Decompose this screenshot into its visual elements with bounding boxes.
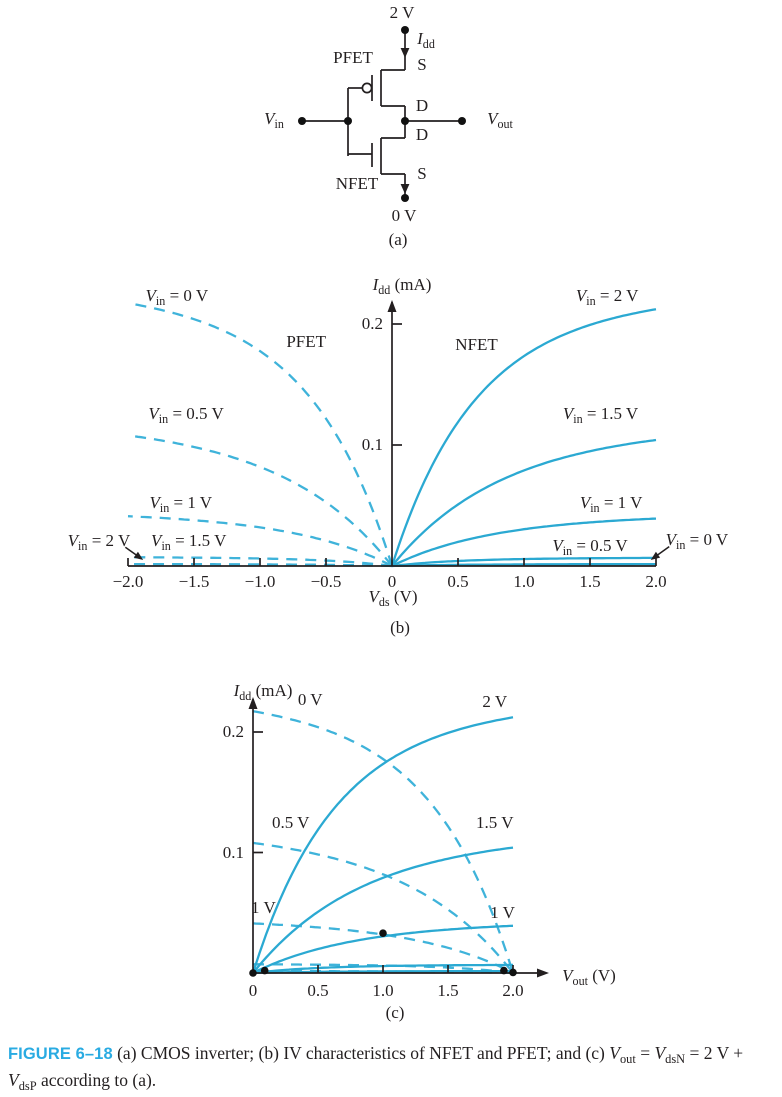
x-tick-label: 0.5 [307,981,329,1000]
curve-label: $V_{in} = 0$ V [665,530,729,552]
curve-label: $V_{in} = 1$ V [149,493,213,516]
panel-a-tag: (a) [388,230,408,250]
vdd-label: 2 V [389,3,415,23]
label-arrowhead [651,552,660,560]
nfet-label: NFET [335,174,379,194]
curve-label: $V_{in} = 0.5$ V [552,536,628,558]
idd-current-arrow [401,48,410,58]
panel-c-tag: (c) [385,1003,405,1023]
operating-point-dot [249,969,257,977]
x-tick-label: 0 [387,572,397,591]
y-axis-arrow [388,300,397,312]
vout-label: $V_{out}$ [487,109,513,131]
y-tick-label: 0.1 [361,435,383,454]
operating-point-dot [261,967,269,975]
x-tick-label: 2.0 [645,572,667,591]
curve-label: $V_{in} = 2$ V [575,286,639,309]
x-tick-label: 0.5 [447,572,469,591]
x-tick-label: −1.0 [244,572,276,591]
x-tick-label: −0.5 [310,572,342,591]
curve-label: 2 V [482,692,508,712]
y-axis-title: $I_{dd}$ (mA) [233,681,293,703]
connection-dots [298,26,466,202]
pfet-label: PFET [333,48,373,68]
y-tick-label: 0.1 [222,842,244,862]
x-tick-label: 1.0 [372,981,394,1000]
x-axis-title: $V_{out}$ (V) [562,966,616,988]
nfet-drain-label: D [415,125,429,145]
curve-pfet-0.5v [253,843,513,973]
curve-label: 1 V [490,903,515,923]
curve-label: $V_{in} = 2$ V [67,531,131,554]
curve-label: 1.5 V [476,813,514,833]
figure-caption [8,1040,774,1094]
device-annotation: NFET [455,334,498,354]
curve-label: $V_{in} = 0.5$ V [148,403,224,426]
pfet-drain-label: D [415,96,429,116]
x-axis-title: $V_{ds}$ (V) [368,587,418,609]
curve-label: 0.5 V [271,813,310,833]
operating-point-dot [379,929,387,937]
y-axis-title: $I_{dd}$ (mA) [372,275,432,297]
x-tick-label: 1.5 [437,981,459,1000]
x-tick-label: 1.0 [513,572,535,591]
x-tick-label: −1.5 [178,572,210,591]
figure-caption-tag: FIGURE 6–18 [8,1045,113,1063]
x-axis-arrow [537,969,549,978]
y-tick-label: 0.2 [361,314,383,333]
panel-c-chart [175,673,655,1033]
x-tick-label: 1.5 [579,572,601,591]
figure-caption-text: (a) CMOS inverter; (b) IV characteristics of NFET and PFET; and (c) $V_{out} = V_{dsN} = 2$ $V + V_{dsP}$ according to (a). [8,1043,744,1094]
vin-label: $V_{in}$ [264,109,284,131]
panel-b-tag: (b) [390,618,410,638]
y-tick-label: 0.2 [222,722,244,741]
x-tick-label: 0 [248,981,258,1000]
panel-b-chart [50,272,740,650]
curve-label: $V_{in} = 1$ V [579,493,643,516]
label-arrowhead [134,552,143,560]
curve-nfet-1.5v [253,848,513,973]
operating-point-dot [500,967,508,975]
curve-label: 1 V [251,898,276,917]
operating-point-dot [509,969,517,977]
x-tick-label: 2.0 [502,981,524,1000]
pfet-source-label: S [417,55,427,75]
nfet-source-label: S [417,164,427,184]
gnd-label: 0 V [391,206,417,226]
curve-nfet-2v [392,309,656,566]
device-annotation: PFET [286,332,327,352]
curve-label: $V_{in} = 1.5$ V [151,531,227,554]
curve-label: $V_{in} = 0$ V [145,286,209,309]
curve-label: 0 V [297,690,323,710]
panel-a-circuit [250,2,532,254]
x-tick-label: −2.0 [112,572,144,591]
idd-label: $I_{dd}$ [417,29,435,51]
ground-current-arrow [401,184,410,194]
curve-label: $V_{in} = 1.5$ V [562,403,639,426]
